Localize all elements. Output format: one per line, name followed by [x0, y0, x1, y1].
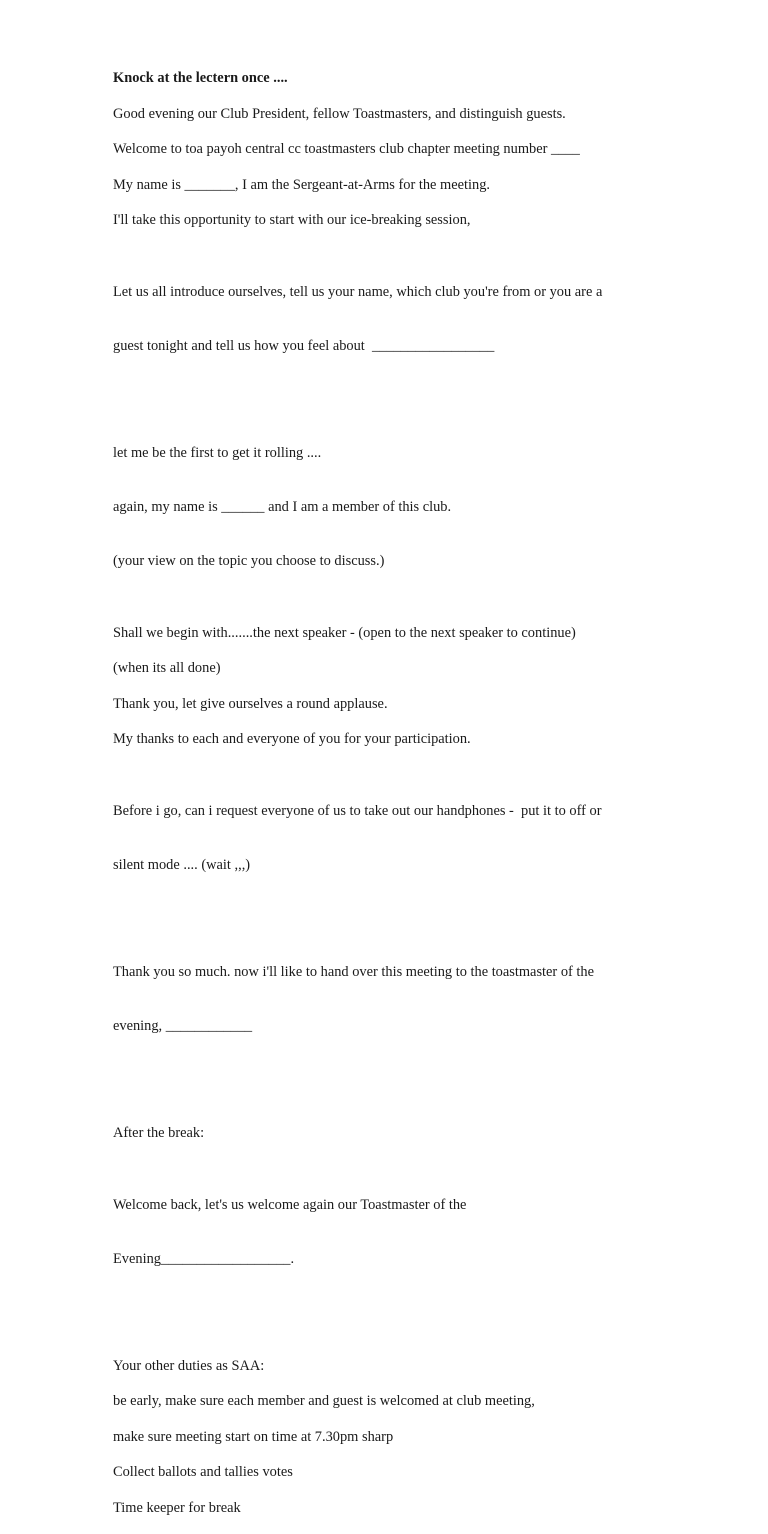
handphones-line: silent mode .... (wait ,,,) — [113, 856, 251, 873]
duty-timekeeper: Time keeper for break — [113, 1499, 241, 1516]
begin-paragraph: Shall we begin with.......the next speaker - (open to the next speaker to continue) — [113, 624, 576, 641]
handphones-line: Before i go, can i request everyone of us to take out our handphones - put it to off or — [113, 802, 602, 819]
first-line: again, my name is ______ and I am a member of this club. — [113, 499, 452, 515]
document-body — [113, 69, 653, 1534]
duty-time: make sure meeting start on time at 7.30pm sharp — [113, 1428, 394, 1445]
done-paragraph: (when its all done) — [113, 660, 221, 676]
after-break-label: After the break: — [113, 1125, 205, 1141]
introduce-line: Let us all introduce ourselves, tell us your name, which club you're from or you are a — [113, 283, 603, 300]
duty-ballots: Collect ballots and tallies votes — [113, 1464, 293, 1480]
introduce-paragraph — [113, 247, 653, 391]
document-heading: Knock at the lectern once .... — [113, 70, 288, 86]
introduce-line: guest tonight and tell us how you feel about _________________ — [113, 337, 495, 354]
handover-line: evening, ____________ — [113, 1018, 253, 1034]
first-line: (your view on the topic you choose to discuss.) — [113, 553, 385, 569]
first-paragraph — [113, 408, 653, 606]
handover-paragraph — [113, 927, 653, 1071]
handover-line: Thank you so much. now i'll like to hand over this meeting to the toastmaster of the — [113, 964, 594, 980]
first-line: let me be the first to get it rolling .... — [113, 445, 322, 461]
welcome-back-paragraph — [113, 1160, 653, 1304]
other-duties-label: Your other duties as SAA: — [113, 1357, 265, 1374]
handphones-paragraph — [113, 766, 653, 910]
applause-paragraph: Thank you, let give ourselves a round applause. — [113, 695, 388, 712]
duty-early: be early, make sure each member and guest is welcomed at club meeting, — [113, 1393, 535, 1409]
name-intro-paragraph: My name is _______, I am the Sergeant-at-Arms for the meeting. — [113, 176, 490, 193]
welcome-back-line: Evening__________________. — [113, 1250, 295, 1267]
greeting-paragraph: Good evening our Club President, fellow Toastmasters, and distinguish guests. — [113, 105, 566, 122]
thanks-paragraph: My thanks to each and everyone of you for your participation. — [113, 731, 471, 747]
icebreak-paragraph: I'll take this opportunity to start with our ice-breaking session, — [113, 212, 471, 228]
welcome-paragraph: Welcome to toa payoh central cc toastmasters club chapter meeting number ____ — [113, 141, 580, 157]
welcome-back-line: Welcome back, let's us welcome again our Toastmaster of the — [113, 1196, 467, 1213]
